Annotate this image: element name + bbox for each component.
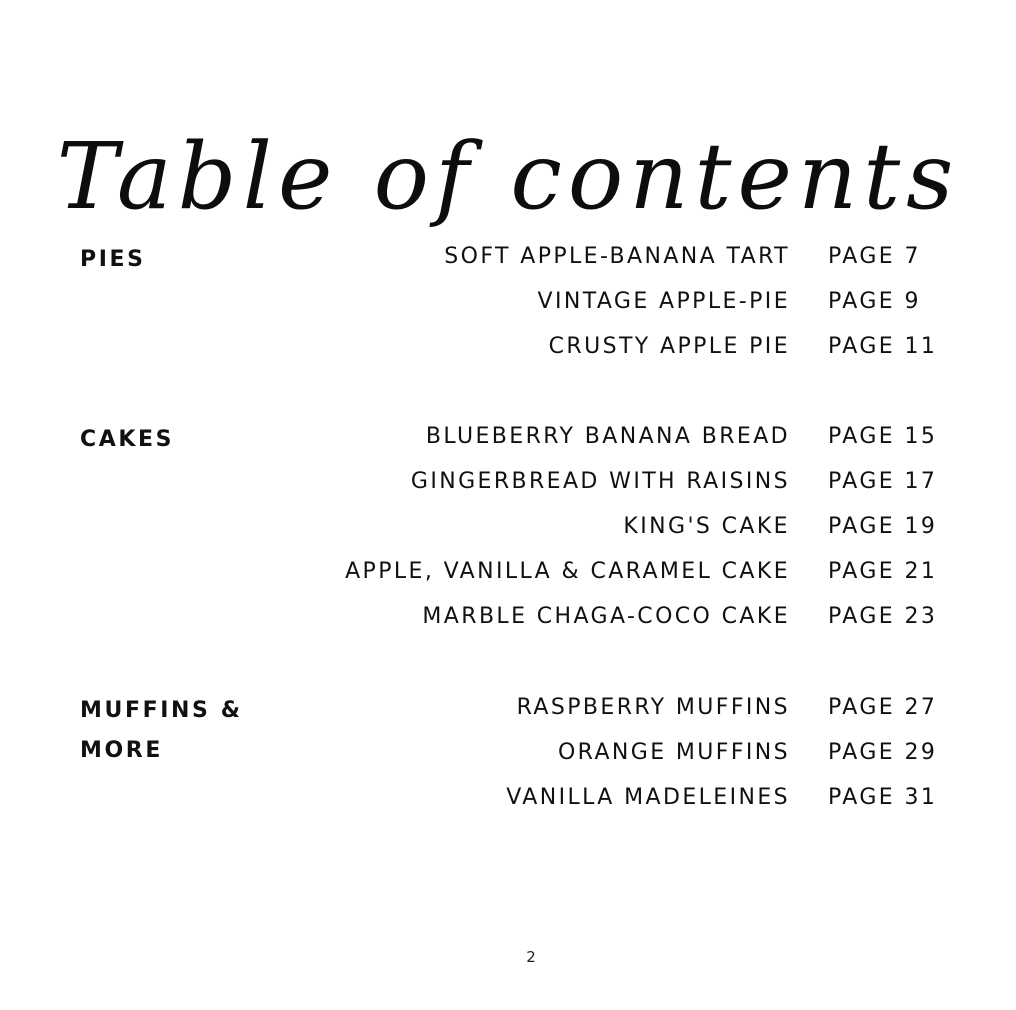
entry-name: CRUSTY APPLE PIE bbox=[548, 334, 790, 359]
entry-page: PAGE 29 bbox=[828, 740, 938, 765]
toc-entry[interactable] bbox=[80, 507, 960, 552]
entry-name: BLUEBERRY BANANA BREAD bbox=[425, 424, 790, 449]
entry-name: RASPBERRY MUFFINS bbox=[516, 695, 790, 720]
category-label-line: MORE bbox=[80, 738, 163, 763]
entry-name: APPLE, VANILLA & CARAMEL CAKE bbox=[345, 559, 790, 584]
page-title: Table of contents bbox=[56, 122, 960, 230]
section-muffins-and-more bbox=[80, 688, 960, 823]
toc-entry[interactable] bbox=[80, 237, 960, 282]
entry-name: ORANGE MUFFINS bbox=[557, 740, 790, 765]
entry-name: VINTAGE APPLE-PIE bbox=[537, 289, 790, 314]
entry-page: PAGE 27 bbox=[828, 695, 938, 720]
page-number: 2 bbox=[526, 948, 536, 966]
entry-name: KING'S CAKE bbox=[623, 514, 790, 539]
category-label: CAKES bbox=[80, 427, 175, 452]
toc-entry[interactable] bbox=[80, 552, 960, 597]
entry-page: PAGE 23 bbox=[828, 604, 938, 629]
entry-page: PAGE 21 bbox=[828, 559, 938, 584]
toc-entry[interactable] bbox=[80, 688, 960, 733]
entry-page: PAGE 31 bbox=[828, 785, 938, 810]
entry-page: PAGE 11 bbox=[828, 334, 938, 359]
toc-entry[interactable] bbox=[80, 778, 960, 823]
toc-entry[interactable] bbox=[80, 282, 960, 327]
entry-page: PAGE 17 bbox=[828, 469, 938, 494]
category-label: PIES bbox=[80, 247, 146, 272]
entry-name: MARBLE CHAGA-COCO CAKE bbox=[422, 604, 790, 629]
category-label-line: MUFFINS & bbox=[80, 698, 243, 723]
entry-name: GINGERBREAD WITH RAISINS bbox=[410, 469, 790, 494]
entry-name: SOFT APPLE-BANANA TART bbox=[444, 244, 790, 269]
entry-page: PAGE 9 bbox=[828, 289, 921, 314]
section-cakes bbox=[80, 417, 960, 642]
toc-entry[interactable] bbox=[80, 597, 960, 642]
toc-entry[interactable] bbox=[80, 462, 960, 507]
section-pies bbox=[80, 237, 960, 372]
toc-entry[interactable] bbox=[80, 417, 960, 462]
entry-page: PAGE 19 bbox=[828, 514, 938, 539]
entry-page: PAGE 7 bbox=[828, 244, 921, 269]
toc-entry[interactable] bbox=[80, 327, 960, 372]
toc-entry[interactable] bbox=[80, 733, 960, 778]
entry-page: PAGE 15 bbox=[828, 424, 938, 449]
entry-name: VANILLA MADELEINES bbox=[506, 785, 790, 810]
